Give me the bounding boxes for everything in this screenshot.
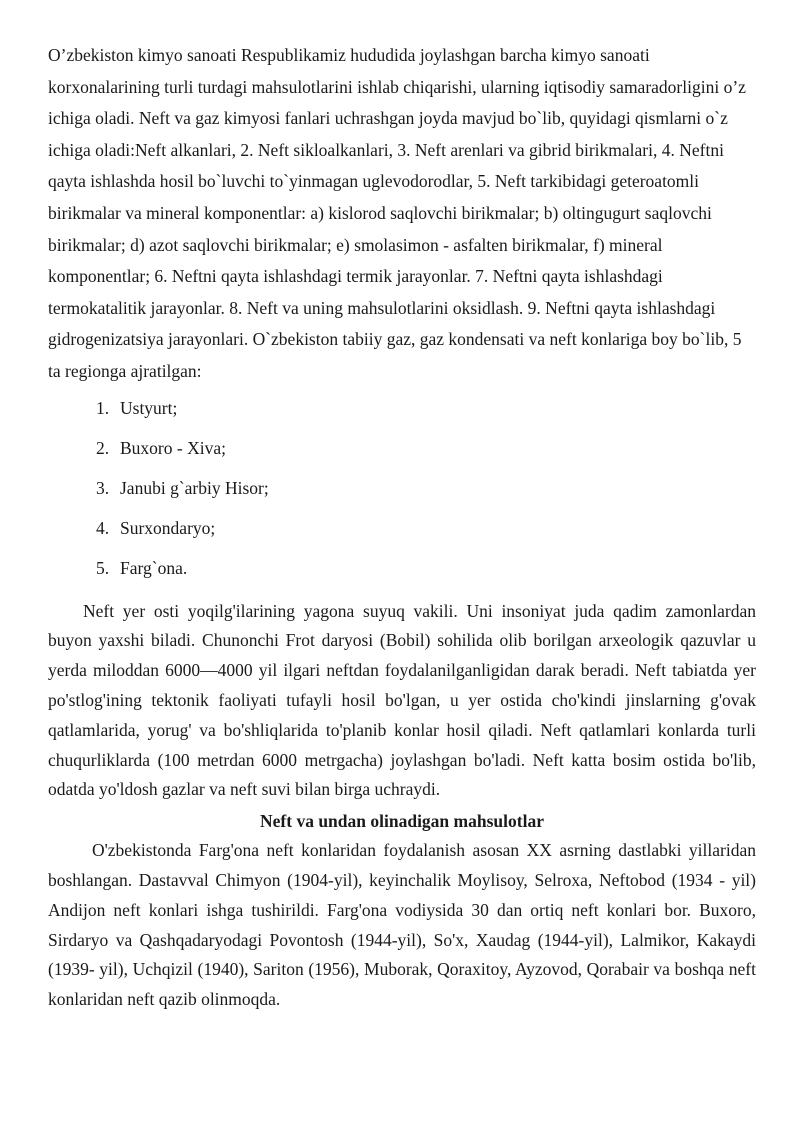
intro-paragraph: O’zbekiston kimyo sanoati Respublikamiz hududida joylashgan barcha kimyo sanoati korxonalarining turli turdagi mahsulotlarini ishlab chiqarishi, ularning iqtisodiy samaradorligini o’z ichiga oladi. Neft va gaz kimyosi fanlari uchrashgan joyda mavjud bo`lib, quyidagi qismlarni o`z ichiga oladi:Neft alkanlari, 2. Neft sikloalkanlari, 3. Neft arenlari va gibrid birikmalari, 4. Neftni qayta ishlashda hosil bo`luvchi to`yinmagan uglevodorodlar, 5. Neft tarkibidagi geteroatomli birikmalar va mineral komponentlar: a) kislorod saqlovchi birikmalar; b) oltingugurt saqlovchi birikmalar; d) azot saqlovchi birikmalar; e) smolasimon - asfalten birikmalar, f) mineral komponentlar; 6. Neftni qayta ishlashdagi termik jarayonlar. 7. Neftni qayta ishlashdagi termokatalitik jarayonlar. 8. Neft va uning mahsulotlarini oksidlash. 9. Neftni qayta ishlashdagi gidrogenizatsiya jarayonlari. O`zbekiston tabiiy gaz, gaz kondensati va neft konlariga boy bo`lib, 5 ta regionga ajratilgan: — [48, 45, 746, 381]
list-item-number: 3. — [96, 477, 110, 498]
list-item — [48, 435, 756, 475]
list-item-label: Buxoro - Xiva; — [120, 437, 226, 458]
document-page — [48, 40, 756, 1015]
list-item-label: Ustyurt; — [120, 397, 178, 418]
oil-paragraph: Neft yer osti yoqilg'ilarining yagona suyuq vakili. Uni insoniyat juda qadim zamonlardan buyon yaxshi biladi. Chunonchi Frot daryosi (Bobil) sohilida olib borilgan arxeologik qazuvlar u yerda miloddan 6000—4000 yil ilgari neftdan foydalanilganligidan darak beradi. Neft tabiatda yer po'stlog'ining tektonik faoliyati tufayli hosil bo'lgan, u yer ostida cho'kindi jinslarning g'ovak qatlamlarida, yorug' va bo'shliqlarida to'planib konlar hosil qiladi. Neft qatlamlari konlarda turli chuqurliklarda (100 metrdan 6000 metrgacha) joylashgan bo'ladi. Neft katta bosim ostida bo'lib, odatda yo'ldosh gazlar va neft suvi bilan birga uchraydi. — [48, 600, 756, 800]
list-item — [48, 555, 756, 595]
list-item-label: Janubi g`arbiy Hisor; — [120, 477, 269, 498]
list-item-number: 1. — [96, 397, 110, 418]
list-item-label: Surxondaryo; — [120, 517, 216, 538]
list-item-number: 4. — [96, 517, 110, 538]
list-item — [48, 395, 756, 435]
list-item-label: Farg`ona. — [120, 557, 188, 578]
list-item-number: 5. — [96, 557, 110, 578]
list-item — [48, 515, 756, 555]
section-heading: Neft va undan olinadigan mahsulotlar — [260, 811, 544, 832]
list-item-number: 2. — [96, 437, 110, 458]
list-item — [48, 475, 756, 515]
regions-list — [48, 395, 756, 595]
fields-paragraph: O'zbekistonda Farg'ona neft konlaridan foydalanish asosan XX asrning dastlabki yillaridan boshlangan. Dastavval Chimyon (1904-yil), keyinchalik Moylisoy, Selroxa, Neftobod (1934 - yil) Andijon neft konlari ishga tushirildi. Farg'ona vodiysida 30 dan ortiq neft konlari bor. Buxoro, Sirdaryo va Qashqadaryodagi Povontosh (1944-yil), So'x, Xaudag (1944-yil), Lalmikor, Kakaydi (1939- yil), Uchqizil (1940), Sariton (1956), Muborak, Qoraxitoy, Ayzovod, Qorabair va boshqa neft konlaridan neft qazib olinmoqda. — [48, 840, 756, 1010]
